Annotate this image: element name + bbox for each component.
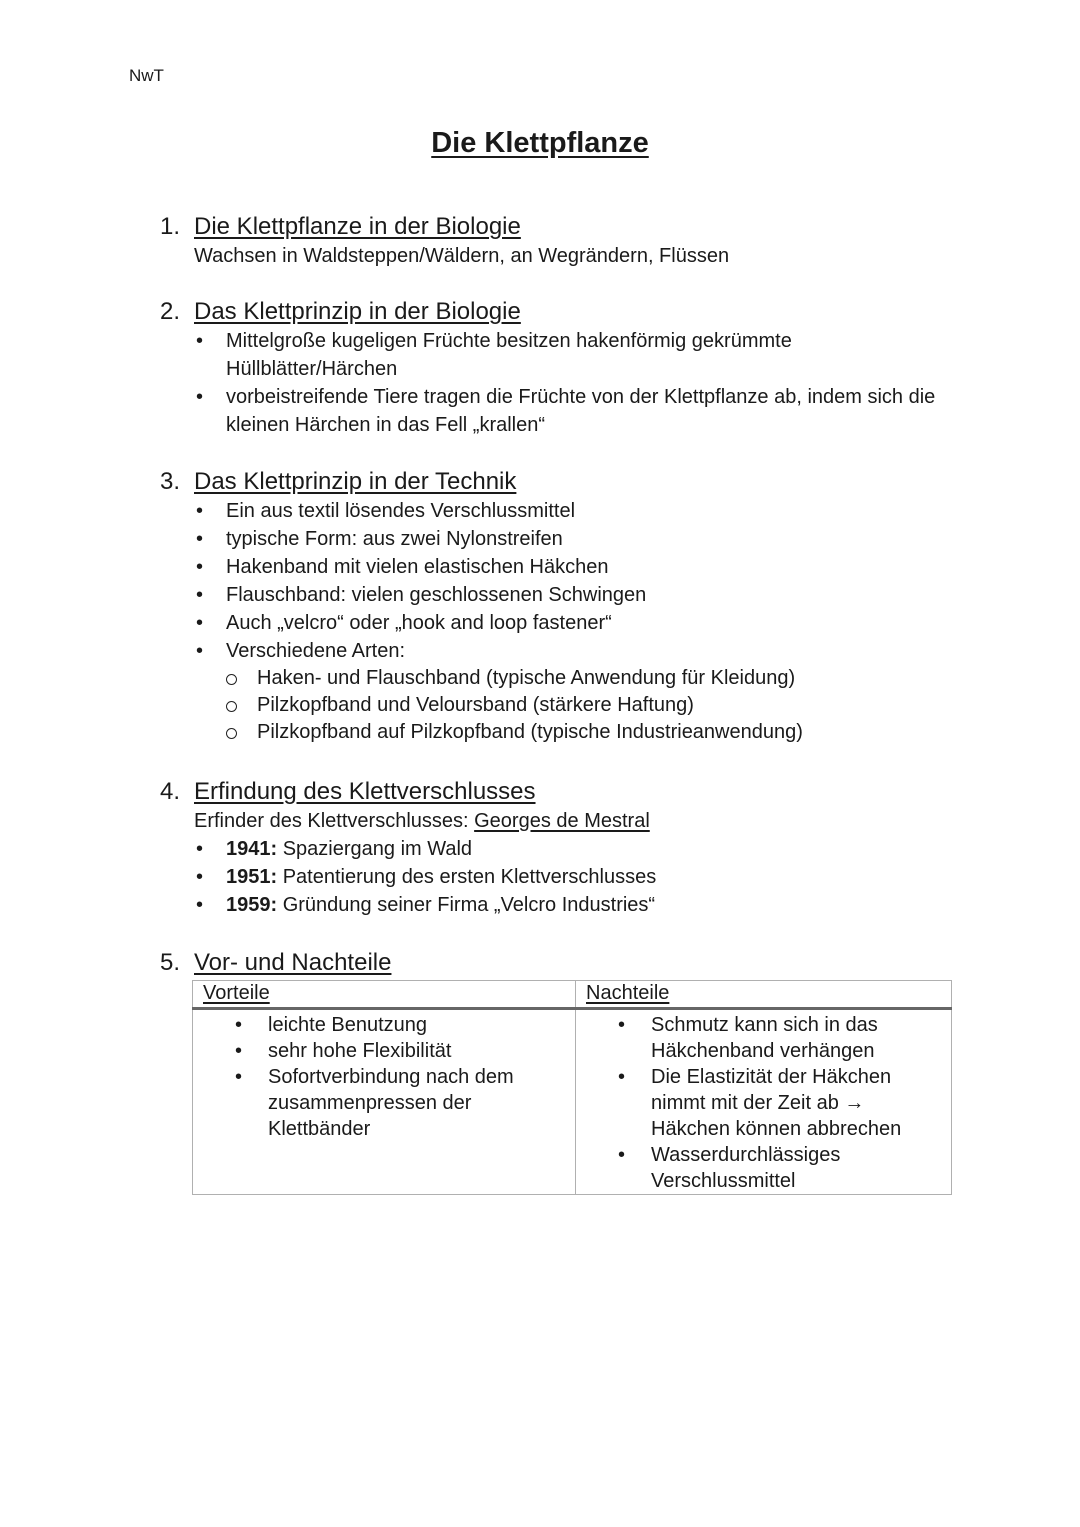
list-item: • Ein aus textil lösendes Verschlussmittel	[196, 500, 576, 522]
page-title: Die Klettpflanze	[431, 127, 649, 159]
section-number: 4.	[160, 778, 181, 805]
section-title: Vor- und Nachteile	[194, 949, 392, 976]
section-title: Erfindung des Klettverschlusses	[194, 778, 536, 805]
section-2	[160, 297, 980, 439]
section-4	[160, 777, 980, 919]
timeline-item: • 1951: Patentierung des ersten Klettverschlusses	[196, 866, 657, 888]
section-3	[160, 467, 980, 746]
section-title: Das Klettprinzip in der Biologie	[194, 298, 521, 325]
section-text: Wachsen in Waldsteppen/Wäldern, an Wegrändern, Flüssen	[194, 245, 730, 267]
inventor-name: Georges de Mestral	[474, 810, 650, 832]
disadvantages-cell	[576, 1009, 952, 1195]
advantages-cell	[193, 1009, 576, 1195]
list-item: • Sofortverbindung nach dem zusammenpressen der Klettbänder	[235, 1066, 514, 1140]
inventor-line: Erfinder des Klettverschlusses: Georges de Mestral	[194, 810, 650, 832]
section-5	[160, 948, 980, 978]
section-title: Das Klettprinzip in der Technik	[194, 468, 517, 495]
sub-list-item: Haken- und Flauschband (typische Anwendung für Kleidung)	[226, 665, 980, 692]
list-item: • Verschiedene Arten:	[196, 640, 406, 662]
list-item: • Wasserdurchlässiges Verschlussmittel	[618, 1144, 841, 1192]
section-1	[160, 212, 980, 270]
list-item: • Schmutz kann sich in das Häkchenband verhängen	[618, 1014, 878, 1062]
timeline-item: • 1941: Spaziergang im Wald	[196, 838, 473, 860]
section-number: 1.	[160, 213, 181, 240]
list-item: • sehr hohe Flexibilität	[235, 1040, 452, 1062]
section-number: 2.	[160, 298, 181, 325]
list-item: • typische Form: aus zwei Nylonstreifen	[196, 528, 563, 550]
list-item: • vorbeistreifende Tiere tragen die Früchte von der Klettpflanze ab, indem sich die kleinen Härchen in das Fell „krallen“	[196, 386, 936, 436]
section-title: Die Klettpflanze in der Biologie	[194, 213, 521, 240]
section-number: 5.	[160, 949, 181, 976]
section-number: 3.	[160, 468, 181, 495]
sub-list-item: Pilzkopfband auf Pilzkopfband (typische Industrieanwendung)	[226, 719, 980, 746]
pros-cons-table	[192, 980, 952, 1195]
table-header-disadvantages: Nachteile	[576, 981, 952, 1009]
subject-label: NwT	[129, 66, 164, 85]
list-item: • Flauschband: vielen geschlossenen Schwingen	[196, 584, 647, 606]
list-item: • leichte Benutzung	[235, 1014, 428, 1036]
table-header-advantages: Vorteile	[193, 981, 576, 1009]
timeline-item: • 1959: Gründung seiner Firma „Velcro Industries“	[196, 894, 656, 916]
list-item: • Mittelgroße kugeligen Früchte besitzen hakenförmig gekrümmte Hüllblätter/Härchen	[196, 330, 792, 380]
list-item: • Auch „velcro“ oder „hook and loop fastener“	[196, 612, 612, 634]
list-item: • Die Elastizität der Häkchen nimmt mit der Zeit ab → Häkchen können abbrechen	[618, 1066, 902, 1140]
sub-list-item: Pilzkopfband und Veloursband (stärkere Haftung)	[226, 692, 980, 719]
list-item: • Hakenband mit vielen elastischen Häkchen	[196, 556, 609, 578]
